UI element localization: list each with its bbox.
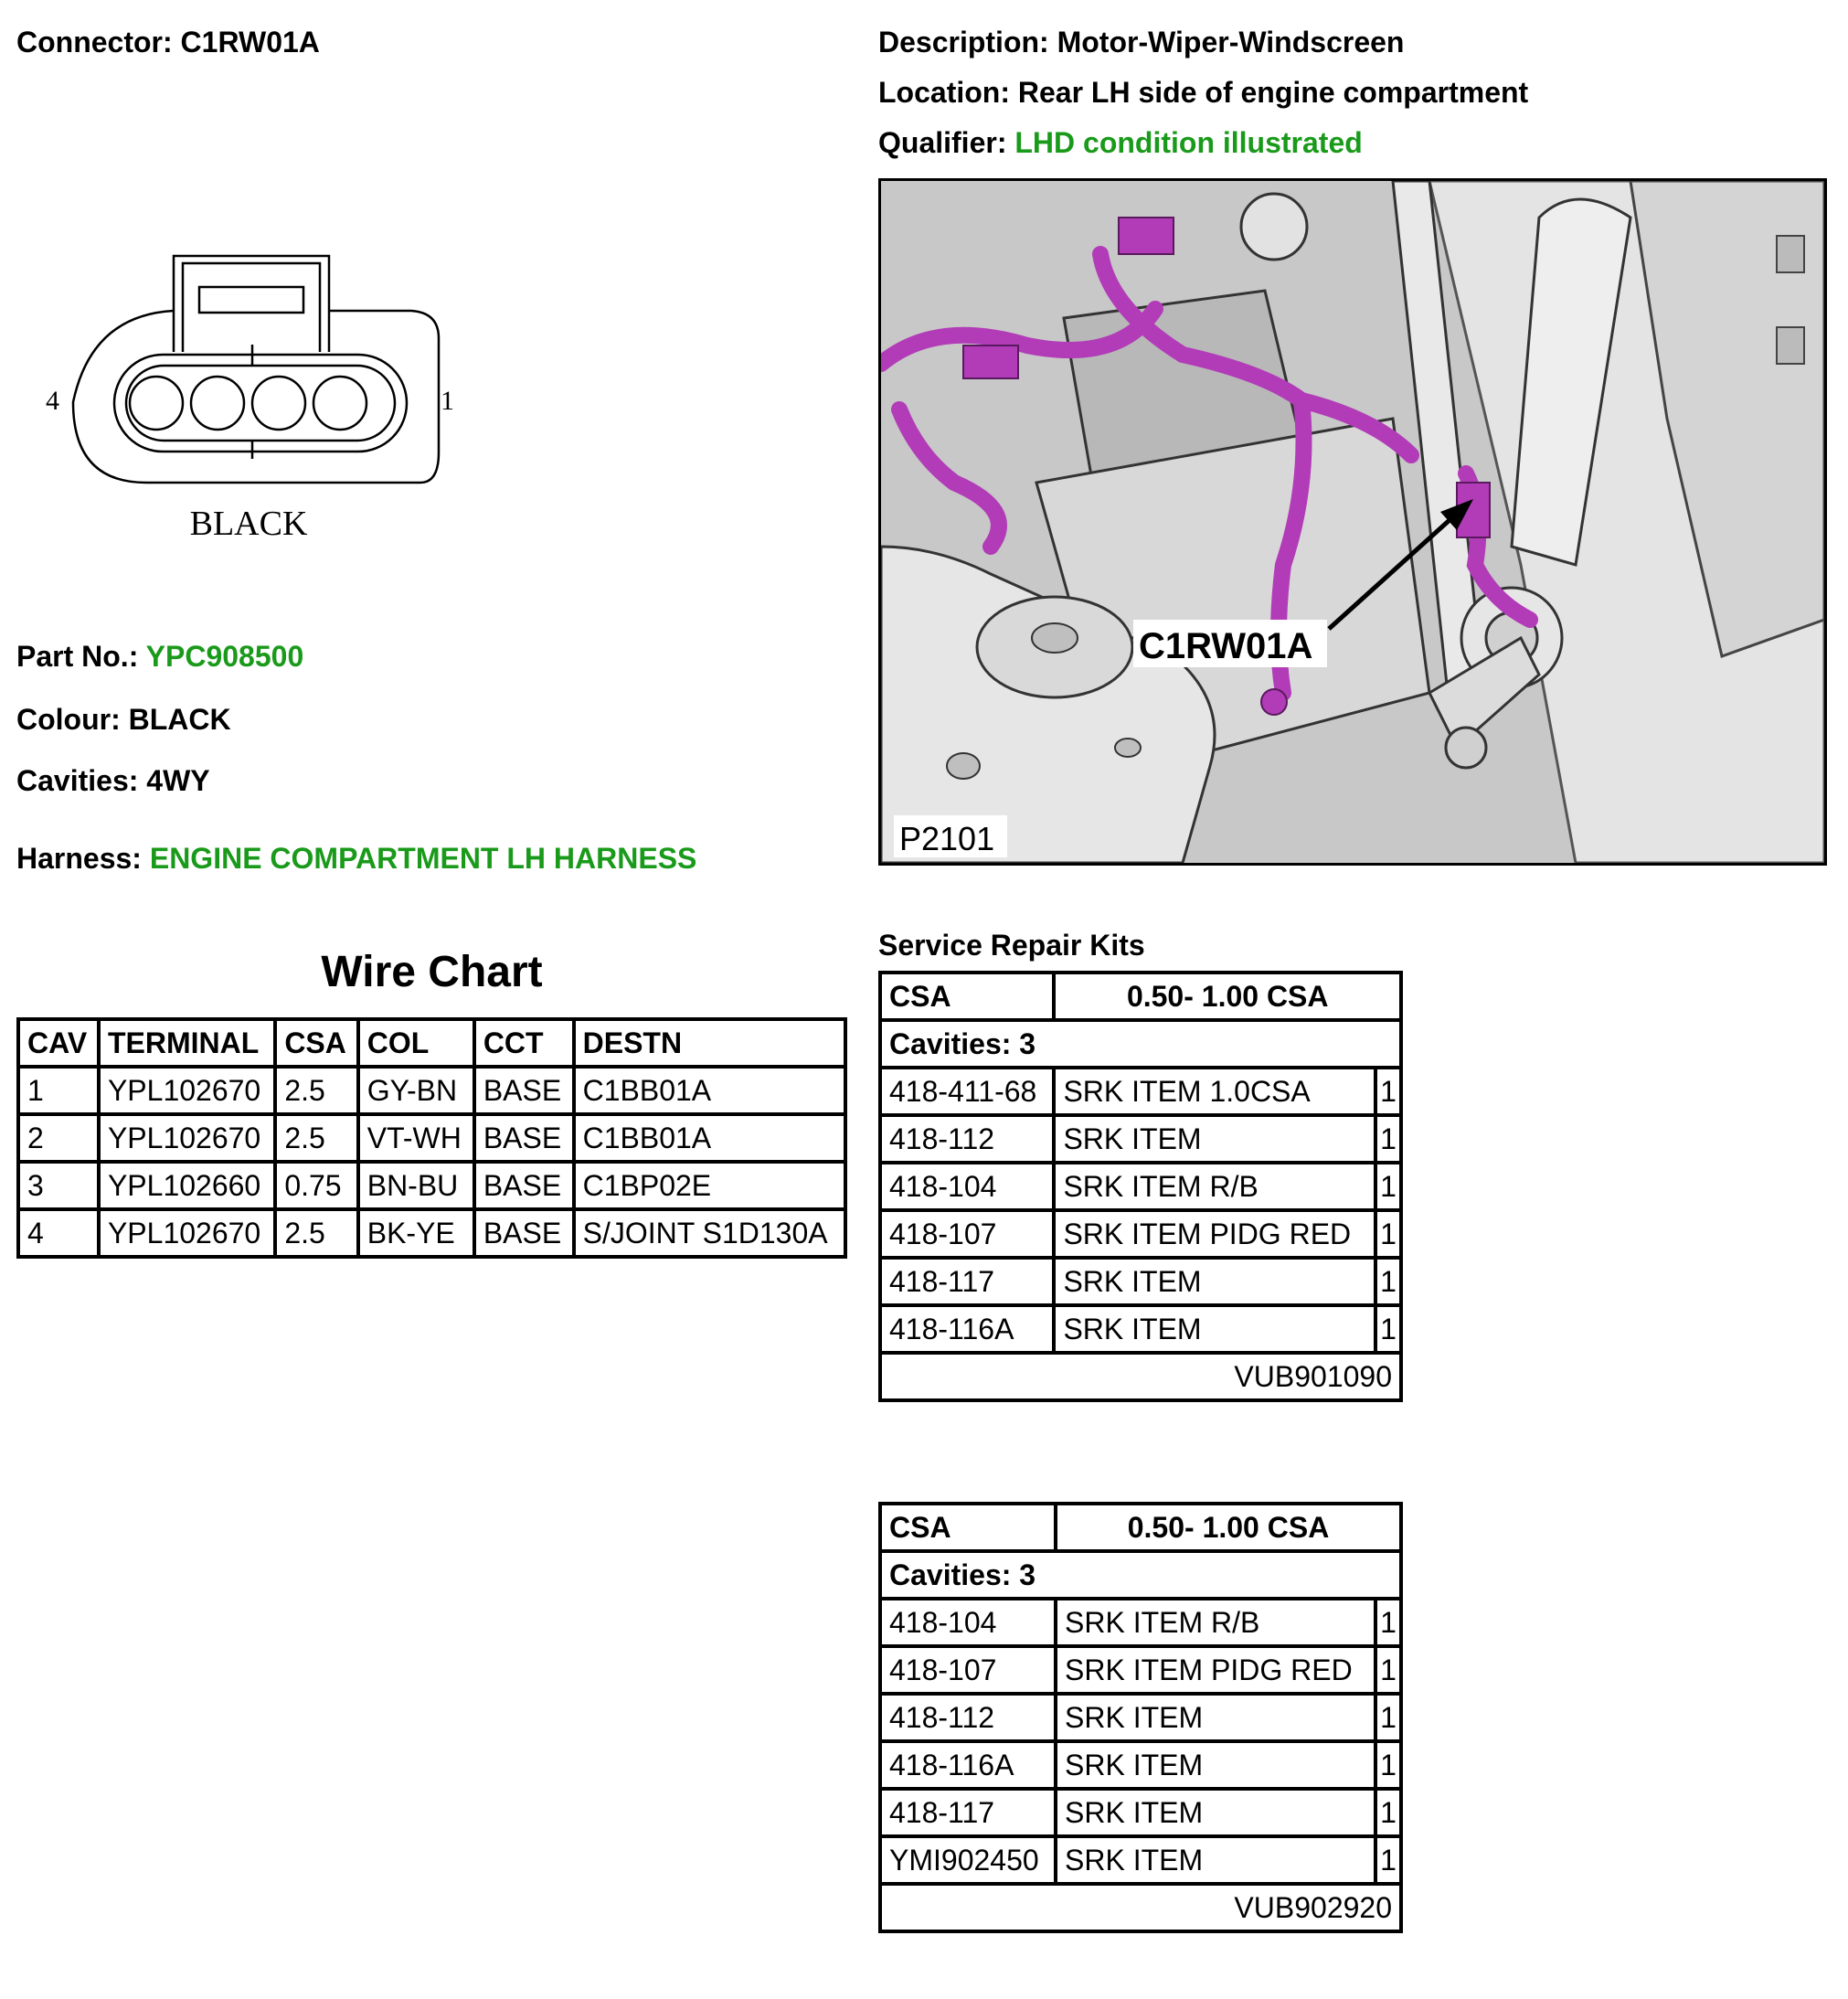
photo-figure-id: P2101 <box>899 820 995 857</box>
description-label: Description: <box>878 26 1049 58</box>
table-row <box>18 1162 845 1209</box>
cell-csa: 0.75 <box>275 1162 357 1209</box>
cell-terminal: YPL102670 <box>99 1067 275 1114</box>
cavities-line <box>16 764 210 798</box>
kit-item-part: 418-117 <box>880 1789 1056 1836</box>
table-row <box>18 1067 845 1114</box>
header-cct: CCT <box>474 1019 574 1067</box>
kit-csa-value: 0.50- 1.00 CSA <box>1056 1504 1401 1551</box>
kit-cavities-row <box>880 1551 1401 1599</box>
wire-chart-title: Wire Chart <box>321 948 543 996</box>
kit-csa-label: CSA <box>880 973 1054 1020</box>
cavities-label: Cavities: <box>16 764 139 797</box>
qualifier-value: LHD condition illustrated <box>1014 126 1363 159</box>
description-line <box>878 26 1404 59</box>
cavities-value: 4WY <box>146 764 210 797</box>
kit-item-desc: SRK ITEM 1.0CSA <box>1054 1068 1375 1115</box>
table-row <box>880 1646 1401 1694</box>
header-terminal: TERMINAL <box>99 1019 275 1067</box>
kit-item-part: 418-112 <box>880 1694 1056 1741</box>
colour-line <box>16 703 231 737</box>
cell-col: BN-BU <box>358 1162 474 1209</box>
connector-label: Connector: <box>16 26 173 58</box>
kit-item-part: YMI902450 <box>880 1836 1056 1884</box>
kit-number-row <box>880 1884 1401 1931</box>
pin-4-label: 4 <box>46 386 59 416</box>
kit-item-desc: SRK ITEM <box>1056 1741 1375 1789</box>
part-number-value: YPC908500 <box>145 640 304 673</box>
kit-cavities: Cavities: 3 <box>880 1020 1401 1068</box>
location-value: Rear LH side of engine compartment <box>1017 76 1529 109</box>
kit-csa-row <box>880 973 1401 1020</box>
connector-heading <box>16 26 320 59</box>
description-value: Motor-Wiper-Windscreen <box>1057 26 1405 58</box>
kit-item-qty: 1 <box>1375 1258 1401 1305</box>
header-destn: DESTN <box>574 1019 845 1067</box>
connector-id: C1RW01A <box>180 26 320 58</box>
wire-chart-table <box>16 1017 847 1259</box>
kit-item-part: 418-107 <box>880 1646 1056 1694</box>
drawing-colour-label: BLACK <box>189 505 308 543</box>
kit-item-part: 418-104 <box>880 1163 1054 1210</box>
kit-item-qty: 1 <box>1375 1163 1401 1210</box>
kit-item-qty: 1 <box>1375 1836 1401 1884</box>
table-row <box>880 1741 1401 1789</box>
cell-csa: 2.5 <box>275 1209 357 1257</box>
cell-terminal: YPL102670 <box>99 1209 275 1257</box>
kit-number: VUB902920 <box>880 1884 1401 1931</box>
photo-callout-label: C1RW01A <box>1139 626 1313 666</box>
kit-cavities-row <box>880 1020 1401 1068</box>
harness-label: Harness: <box>16 842 142 875</box>
kit-item-desc: SRK ITEM <box>1054 1258 1375 1305</box>
kit-item-qty: 1 <box>1375 1789 1401 1836</box>
table-row <box>880 1163 1401 1210</box>
colour-label: Colour: <box>16 703 121 736</box>
cell-cct: BASE <box>474 1162 574 1209</box>
table-row <box>880 1305 1401 1353</box>
header-cav: CAV <box>18 1019 99 1067</box>
kit-cavities: Cavities: 3 <box>880 1551 1401 1599</box>
cell-cav: 2 <box>18 1114 99 1162</box>
header-csa: CSA <box>275 1019 357 1067</box>
kit-item-part: 418-112 <box>880 1115 1054 1163</box>
kit-item-qty: 1 <box>1375 1694 1401 1741</box>
location-line <box>878 76 1528 110</box>
cell-cav: 1 <box>18 1067 99 1114</box>
engine-compartment-illustration <box>881 181 1824 863</box>
kit-item-desc: SRK ITEM <box>1054 1115 1375 1163</box>
pin-1-label: 1 <box>441 386 454 416</box>
cell-terminal: YPL102660 <box>99 1162 275 1209</box>
qualifier-line <box>878 126 1363 160</box>
part-number-label: Part No.: <box>16 640 139 673</box>
cell-cct: BASE <box>474 1209 574 1257</box>
cell-destn: S/JOINT S1D130A <box>574 1209 845 1257</box>
cell-cct: BASE <box>474 1067 574 1114</box>
cell-col: BK-YE <box>358 1209 474 1257</box>
kit-item-desc: SRK ITEM <box>1056 1789 1375 1836</box>
cell-cct: BASE <box>474 1114 574 1162</box>
table-row <box>880 1599 1401 1646</box>
kit-item-desc: SRK ITEM <box>1056 1836 1375 1884</box>
cell-cav: 3 <box>18 1162 99 1209</box>
kit-item-part: 418-117 <box>880 1258 1054 1305</box>
kit-item-part: 418-116A <box>880 1741 1056 1789</box>
kit-item-qty: 1 <box>1375 1210 1401 1258</box>
table-row <box>18 1114 845 1162</box>
kit-csa-row <box>880 1504 1401 1551</box>
table-row <box>880 1694 1401 1741</box>
cell-col: GY-BN <box>358 1067 474 1114</box>
service-kit-table-2 <box>878 1502 1403 1933</box>
kit-item-part: 418-104 <box>880 1599 1056 1646</box>
table-row <box>18 1209 845 1257</box>
kit-item-qty: 1 <box>1375 1115 1401 1163</box>
kit-item-qty: 1 <box>1375 1646 1401 1694</box>
cell-destn: C1BB01A <box>574 1114 845 1162</box>
part-number-line <box>16 640 303 674</box>
harness-value: ENGINE COMPARTMENT LH HARNESS <box>149 842 697 875</box>
service-kits-title: Service Repair Kits <box>878 929 1145 962</box>
table-row <box>880 1258 1401 1305</box>
table-row <box>880 1068 1401 1115</box>
cell-col: VT-WH <box>358 1114 474 1162</box>
location-label: Location: <box>878 76 1010 109</box>
kit-csa-label: CSA <box>880 1504 1056 1551</box>
kit-item-desc: SRK ITEM <box>1056 1694 1375 1741</box>
kit-item-qty: 1 <box>1375 1305 1401 1353</box>
table-row <box>880 1115 1401 1163</box>
table-row <box>880 1836 1401 1884</box>
cell-cav: 4 <box>18 1209 99 1257</box>
kit-csa-value: 0.50- 1.00 CSA <box>1054 973 1401 1020</box>
header-col: COL <box>358 1019 474 1067</box>
harness-line <box>16 842 696 876</box>
cell-terminal: YPL102670 <box>99 1114 275 1162</box>
kit-number: VUB901090 <box>880 1353 1401 1400</box>
kit-item-part: 418-411-68 <box>880 1068 1054 1115</box>
cell-csa: 2.5 <box>275 1114 357 1162</box>
kit-item-qty: 1 <box>1375 1068 1401 1115</box>
kit-number-row <box>880 1353 1401 1400</box>
service-kit-table-1 <box>878 971 1403 1402</box>
kit-item-qty: 1 <box>1375 1599 1401 1646</box>
wire-chart-header-row <box>18 1019 845 1067</box>
cell-destn: C1BP02E <box>574 1162 845 1209</box>
kit-item-qty: 1 <box>1375 1741 1401 1789</box>
kit-item-desc: SRK ITEM PIDG RED <box>1056 1646 1375 1694</box>
cell-csa: 2.5 <box>275 1067 357 1114</box>
table-row <box>880 1789 1401 1836</box>
connector-face-drawing <box>37 247 475 558</box>
kit-item-part: 418-107 <box>880 1210 1054 1258</box>
kit-item-desc: SRK ITEM <box>1054 1305 1375 1353</box>
kit-item-desc: SRK ITEM R/B <box>1054 1163 1375 1210</box>
location-photo <box>878 178 1827 866</box>
kit-item-desc: SRK ITEM R/B <box>1056 1599 1375 1646</box>
kit-item-desc: SRK ITEM PIDG RED <box>1054 1210 1375 1258</box>
colour-value: BLACK <box>128 703 231 736</box>
table-row <box>880 1210 1401 1258</box>
cell-destn: C1BB01A <box>574 1067 845 1114</box>
qualifier-label: Qualifier: <box>878 126 1007 159</box>
kit-item-part: 418-116A <box>880 1305 1054 1353</box>
